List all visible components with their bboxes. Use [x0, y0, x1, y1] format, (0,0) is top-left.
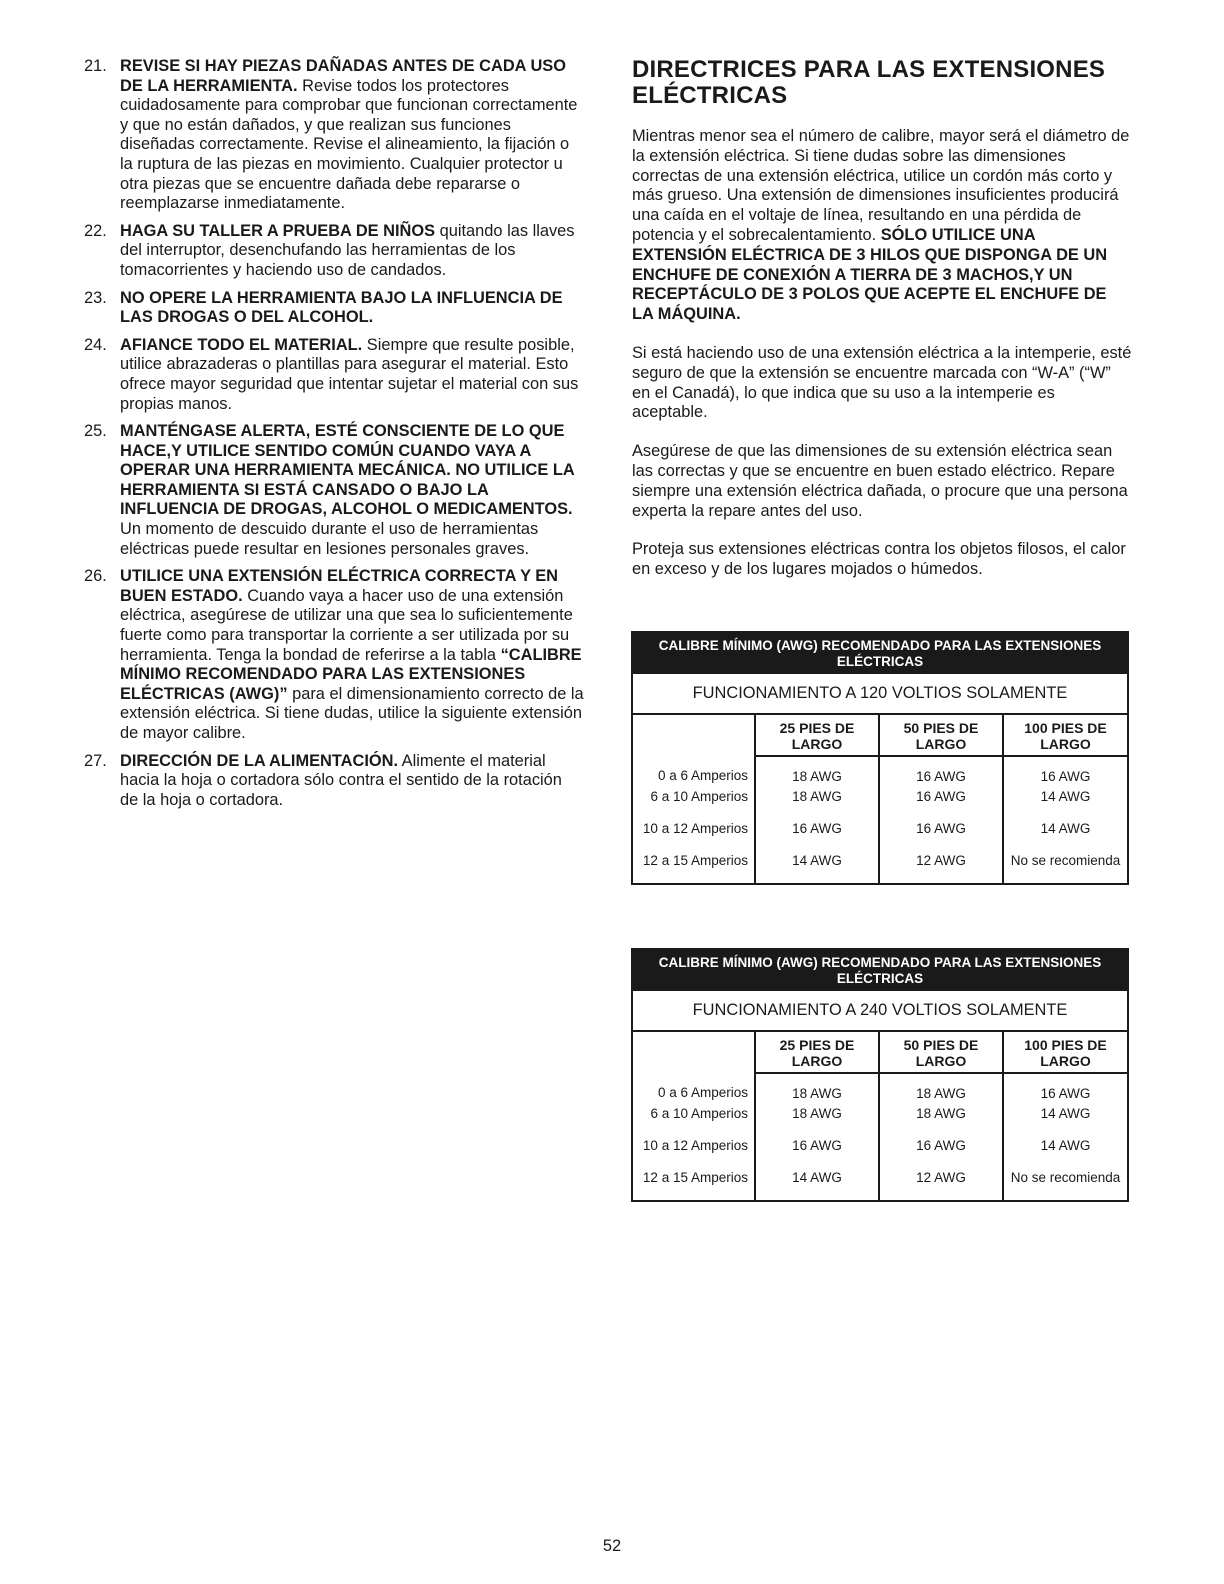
amps-cell: 10 a 12 Amperios — [642, 821, 748, 836]
gauge-cell: 14 AWG — [755, 853, 879, 883]
table-row — [633, 821, 1127, 853]
guideline-paragraph-3: Asegúrese de que las dimensiones de su extensión eléctrica sean las correctas y que se encuentre en buen estado eléctrico. Repare siempre una extensión eléctrica dañada, o procure que una persona experta la repare antes del uso. — [632, 442, 1128, 520]
section-title: DIRECTRICES PARA LAS EXTENSIONES ELÉCTRICAS — [632, 56, 1106, 109]
rule-item-27 — [84, 752, 584, 811]
rule-heading: NO OPERE LA HERRAMIENTA BAJO LA INFLUENCIA DE LAS DROGAS O DEL ALCOHOL. — [120, 288, 563, 327]
amps-cell: 6 a 10 Amperios — [650, 789, 748, 804]
table-subheader: FUNCIONAMIENTO A 120 VOLTIOS SOLAMENTE — [633, 674, 1127, 715]
guideline-warning: SÓLO UTILICE UNA EXTENSIÓN ELÉCTRICA DE 3 HILOS QUE DISPONGA DE UN ENCHUFE DE CONEXIÓN A TIERRA DE 3 MACHOS,Y UN RECEPTÁCULO DE 3 POLOS QUE ACEPTE EL ENCHUFE DE LA MÁQUINA. — [632, 225, 1108, 324]
gauge-cell: 18 AWG — [879, 1106, 1003, 1138]
rule-heading: MANTÉNGASE ALERTA, ESTÉ CONSCIENTE DE LO QUE HACE,Y UTILICE SENTIDO COMÚN CUANDO VAYA A OPERAR UNA HERRAMIENTA MECÁNICA. NO UTILICE LA HERRAMIENTA SI ESTÁ CANSADO O BAJO LA INFLUENCIA DE DROGAS, ALCOHOL O MEDICAMENTOS. — [120, 422, 575, 519]
guideline-text: Mientras menor sea el número de calibre, mayor será el diámetro de la extensión eléctrica. Si tiene dudas sobre las dimensiones correctas de una extensión eléctrica, utilice un cordón más corto y más grueso. Una extensión de dimensiones insuficientes producirá una caída en el voltaje de línea, resultando en una pérdida de potencia y el sobrecalentamiento. — [632, 127, 1130, 244]
table-header-row — [633, 1032, 1127, 1073]
table-grid — [633, 1032, 1127, 1200]
gauge-cell: 18 AWG — [879, 1073, 1003, 1106]
corner-cell — [633, 1032, 755, 1073]
gauge-cell: 16 AWG — [1003, 756, 1127, 789]
gauge-cell: 18 AWG — [755, 1106, 879, 1138]
gauge-cell: 14 AWG — [1003, 821, 1127, 853]
rule-item-26 — [84, 567, 584, 743]
rule-item-24 — [84, 336, 584, 414]
rule-text: Un momento de descuido durante el uso de herramientas eléctricas puede resultar en lesiones personales graves. — [120, 520, 539, 558]
awg-table-240v — [631, 948, 1129, 1202]
corner-cell — [633, 715, 755, 756]
gauge-cell: 18 AWG — [755, 756, 879, 789]
guideline-paragraph-4: Proteja sus extensiones eléctricas contra los objetos filosos, el calor en exceso y de los lugares mojados o húmedos. — [632, 540, 1126, 579]
rule-heading: UTILICE UNA EXTENSIÓN ELÉCTRICA CORRECTA Y EN BUEN ESTADO. — [120, 567, 559, 605]
gauge-cell: 14 AWG — [1003, 1106, 1127, 1138]
gauge-cell: 18 AWG — [755, 1073, 879, 1106]
rule-number: 27. — [84, 751, 107, 770]
gauge-cell: No se recomienda — [1003, 853, 1127, 883]
rule-item-21 — [84, 57, 584, 214]
gauge-cell: 16 AWG — [879, 821, 1003, 853]
table-row — [633, 1170, 1127, 1200]
amps-cell: 12 a 15 Amperios — [642, 853, 748, 868]
table-subheader: FUNCIONAMIENTO A 240 VOLTIOS SOLAMENTE — [633, 991, 1127, 1032]
rule-number: 26. — [84, 567, 107, 586]
rule-text: Siempre que resulte posible, utilice abrazaderas o plantillas para asegurar el material. Esto ofrece mayor seguridad que intentar sujetar el material con sus propias manos. — [120, 335, 579, 413]
rule-heading: HAGA SU TALLER A PRUEBA DE NIÑOS — [120, 221, 436, 240]
gauge-cell: 16 AWG — [1003, 1073, 1127, 1106]
gauge-cell: 16 AWG — [879, 1138, 1003, 1170]
rule-text: Cuando vaya a hacer uso de una extensión eléctrica, asegúrese de utilizar una que sea lo suficientemente fuerte como para transportar la corriente a ser utilizada por su herramienta. Tenga la bondad de referirse a la tabla — [120, 586, 573, 664]
rule-text: quitando las llaves del interruptor, desenchufando las herramientas de los tomacorrientes y haciendo uso de candados. — [120, 221, 575, 279]
page-number: 52 — [602, 1537, 622, 1555]
table-row — [633, 853, 1127, 883]
gauge-cell: 16 AWG — [755, 1138, 879, 1170]
gauge-cell: 14 AWG — [1003, 1138, 1127, 1170]
amps-cell: 12 a 15 Amperios — [642, 1170, 748, 1185]
gauge-cell: 12 AWG — [879, 853, 1003, 883]
rule-heading: REVISE SI HAY PIEZAS DAÑADAS ANTES DE CADA USO DE LA HERRAMIENTA. — [120, 57, 566, 95]
rule-number: 22. — [84, 221, 107, 240]
rule-heading: DIRECCIÓN DE LA ALIMENTACIÓN. — [120, 751, 399, 770]
rule-number: 23. — [84, 288, 107, 307]
gauge-cell: 14 AWG — [1003, 789, 1127, 821]
amps-cell: 10 a 12 Amperios — [642, 1138, 748, 1153]
table-row — [633, 1073, 1127, 1106]
amps-cell: 6 a 10 Amperios — [650, 1106, 748, 1121]
column-header: 50 PIES DE LARGO — [879, 1032, 1003, 1073]
rule-number: 21. — [84, 57, 107, 75]
table-row — [633, 1106, 1127, 1138]
awg-table-120v — [631, 631, 1129, 885]
rule-number: 25. — [84, 422, 107, 441]
column-header: 100 PIES DE LARGO — [1003, 715, 1127, 756]
amps-cell: 0 a 6 Amperios — [657, 1085, 748, 1100]
amps-cell: 0 a 6 Amperios — [657, 768, 748, 783]
rule-item-22 — [84, 222, 584, 281]
gauge-cell: 16 AWG — [879, 789, 1003, 821]
guideline-paragraph-2: Si está haciendo uso de una extensión eléctrica a la intemperie, esté seguro de que la extensión se encuentre marcada con “W-A” (“W” en el Canadá), lo que indica que su uso a la intemperie es aceptable. — [632, 343, 1132, 422]
guideline-paragraph-1 — [632, 127, 1132, 325]
rule-item-25 — [84, 422, 584, 559]
table-grid — [633, 715, 1127, 883]
table-header: CALIBRE MÍNIMO (AWG) RECOMENDADO PARA LAS EXTENSIONES ELÉCTRICAS — [633, 633, 1127, 674]
rule-item-23 — [84, 289, 584, 328]
rule-heading: AFIANCE TODO EL MATERIAL. — [120, 335, 363, 354]
rule-number: 24. — [84, 335, 107, 354]
gauge-cell: 16 AWG — [879, 756, 1003, 789]
safety-rules-list — [84, 57, 584, 818]
gauge-cell: 16 AWG — [755, 821, 879, 853]
column-header: 100 PIES DE LARGO — [1003, 1032, 1127, 1073]
rule-text: Alimente el material hacia la hoja o cortadora sólo contra el sentido de la rotación de la hoja o cortadora. — [120, 751, 562, 809]
rule-text-continued: para el dimensionamiento correcto de la extensión eléctrica. Si tiene dudas, utilice la siguiente extensión de mayor calibre. — [120, 684, 584, 742]
gauge-cell: 18 AWG — [755, 789, 879, 821]
column-header: 25 PIES DE LARGO — [755, 715, 879, 756]
gauge-cell: No se recomienda — [1003, 1170, 1127, 1200]
extension-guidelines — [632, 57, 1132, 599]
rule-table-reference: “CALIBRE MÍNIMO RECOMENDADO PARA LAS EXTENSIONES ELÉCTRICAS (AWG)” — [120, 645, 582, 703]
column-header: 25 PIES DE LARGO — [755, 1032, 879, 1073]
table-header: CALIBRE MÍNIMO (AWG) RECOMENDADO PARA LAS EXTENSIONES ELÉCTRICAS — [633, 950, 1127, 991]
table-row — [633, 756, 1127, 789]
table-row — [633, 1138, 1127, 1170]
rule-text: Revise todos los protectores cuidadosamente para comprobar que funcionan correctamente y que no están dañados, y que realizan sus funciones diseñadas correctamente. Revise el alineamiento, la fijación o la ruptura de las piezas en movimiento. Cualquier protector u otra piezas que se encuentre dañada debe repararse o reemplazarse inmediatamente. — [120, 76, 578, 213]
gauge-cell: 12 AWG — [879, 1170, 1003, 1200]
table-header-row — [633, 715, 1127, 756]
gauge-cell: 14 AWG — [755, 1170, 879, 1200]
column-header: 50 PIES DE LARGO — [879, 715, 1003, 756]
table-row — [633, 789, 1127, 821]
